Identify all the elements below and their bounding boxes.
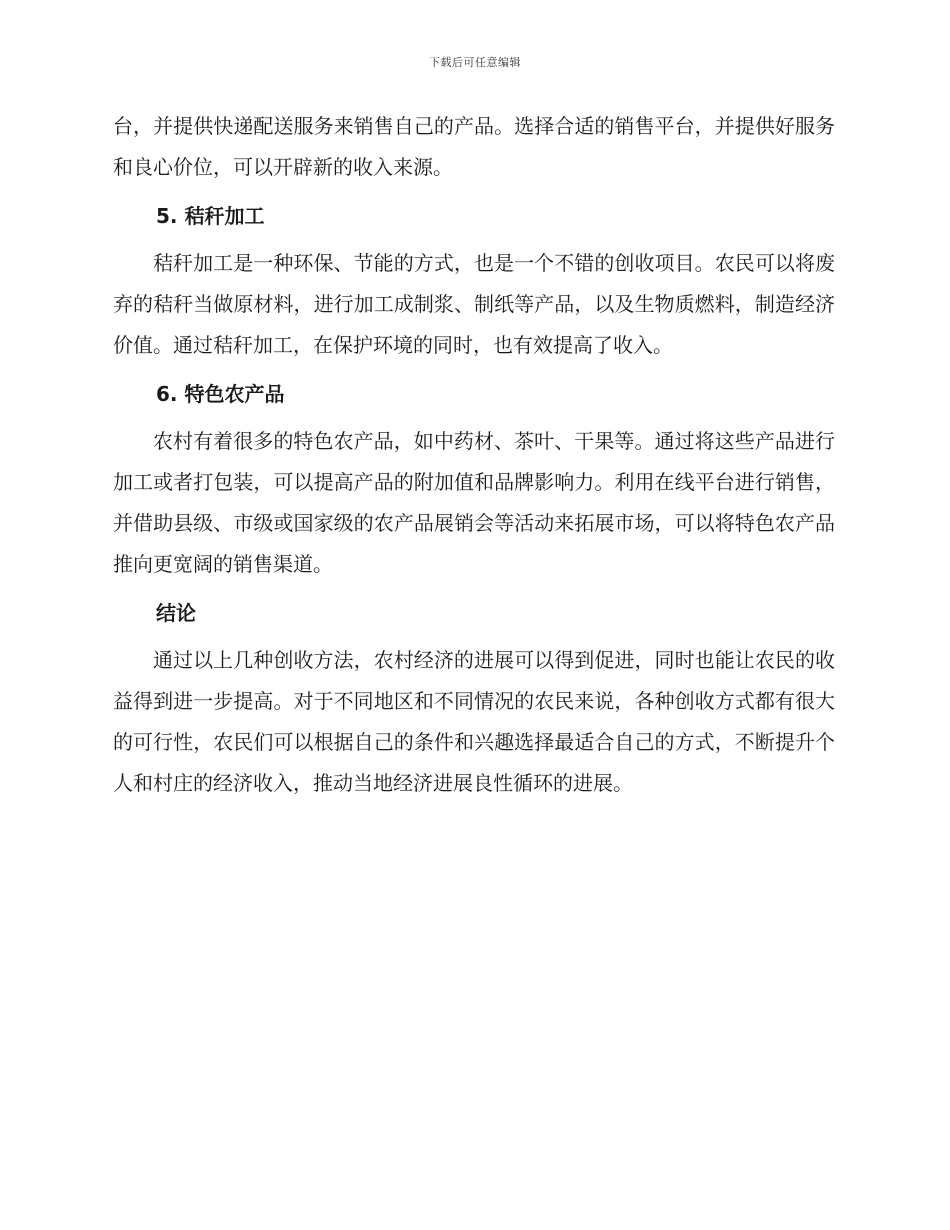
paragraph-straw-processing: 秸秆加工是一种环保、节能的方式，也是一个不错的创收项目。农民可以将废弃的秸秆当做原材料，进行加工成制浆、制纸等产品，以及生物质燃料，制造经济价值。通过秸秆加工，在保护环境的同时，也有效提高了收入。 xyxy=(113,251,835,357)
section-heading-straw-processing: 5. 秸秆加工 xyxy=(156,204,265,228)
document-body xyxy=(113,106,835,812)
paragraph-specialty-products: 农村有着很多的特色农产品，如中药材、茶叶、干果等。通过将这些产品进行加工或者打包装，可以提高产品的附加值和品牌影响力。利用在线平台进行销售，并借助县级、市级或国家级的农产品展销会等活动来拓展市场，可以将特色农产品推向更宽阔的销售渠道。 xyxy=(113,429,835,576)
section-heading-conclusion: 结论 xyxy=(156,601,196,625)
section-heading-specialty-products: 6. 特色农产品 xyxy=(156,382,285,406)
paragraph-continued: 台，并提供快递配送服务来销售自己的产品。选择合适的销售平台，并提供好服务和良心价位，可以开辟新的收入来源。 xyxy=(113,114,835,179)
paragraph-conclusion: 通过以上几种创收方法，农村经济的进展可以得到促进，同时也能让农民的收益得到进一步提高。对于不同地区和不同情况的农民来说，各种创收方式都有很大的可行性，农民们可以根据自己的条件和兴趣选择最适合自己的方式，不断提升个人和村庄的经济收入，推动当地经济进展良性循环的进展。 xyxy=(113,648,835,795)
header-note: 下载后可任意编辑 xyxy=(429,56,521,69)
